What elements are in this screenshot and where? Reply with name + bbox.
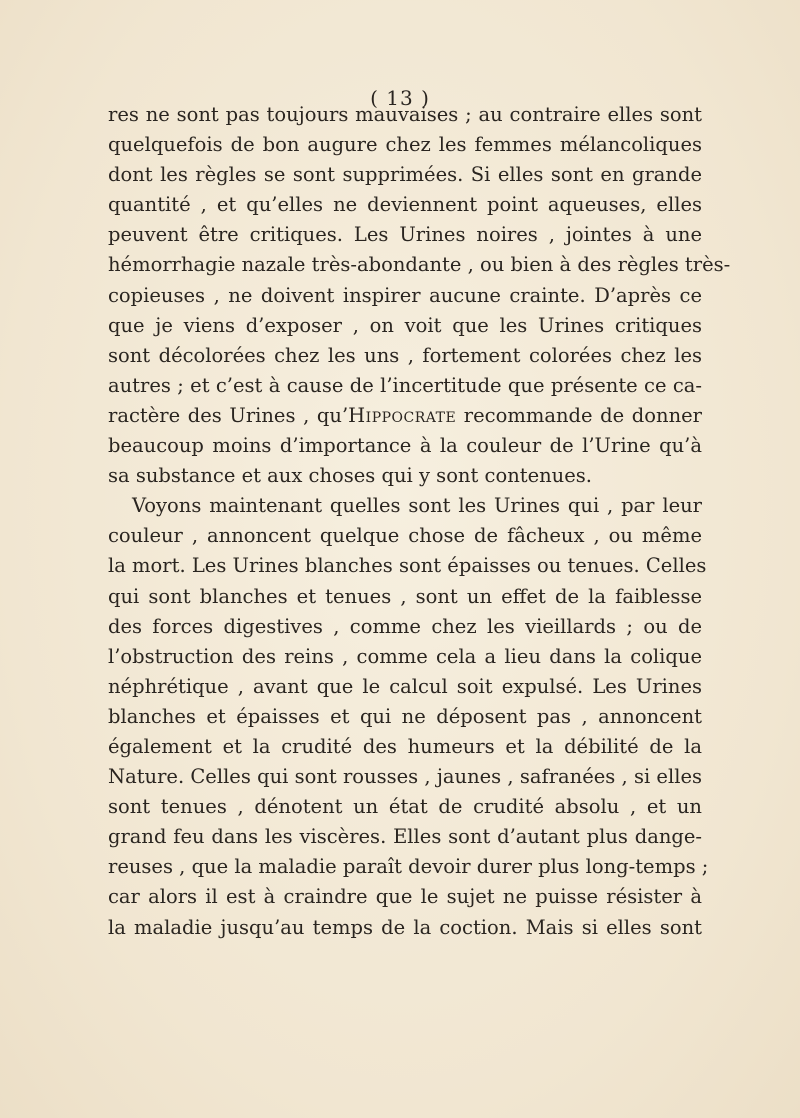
text-line: sont décolorées chez les uns , fortement colorées chez les [108,343,702,367]
text-line: Voyons maintenant quelles sont les Urines qui , par leur [132,494,702,518]
text-line: autres ; et c’est à cause de l’incertitude que présente ce ca- [108,373,702,397]
text-line: des forces digestives , comme chez les vieillards ; ou de [108,614,702,638]
text-line: la mort. Les Urines blanches sont épaisses ou tenues. Celles [108,554,707,578]
text-line: blanches et épaisses et qui ne déposent pas , annoncent [108,704,702,728]
text-line: grand feu dans les viscères. Elles sont d’autant plus dange- [108,825,702,849]
text-line: néphrétique , avant que le calcul soit expulsé. Les Urines [108,674,702,698]
page-number: ( 13 ) [370,86,430,110]
text-line: Nature. Celles qui sont rousses , jaunes , safranées , si elles [108,765,702,789]
text-line: quantité , et qu’elles ne deviennent point aqueuses, elles [108,193,702,217]
text-line: qui sont blanches et tenues , sont un effet de la faiblesse [108,584,702,608]
text-line: reuses , que la maladie paraît devoir durer plus long-temps ; [108,855,709,879]
author-name: Hippocrate [348,403,457,427]
text-line: beaucoup moins d’importance à la couleur de l’Urine qu’à [108,434,702,458]
body-text [108,100,731,943]
text-line: l’obstruction des reins , comme cela a lieu dans la colique [108,644,702,668]
text-segment: ractère des Urines , qu’ [108,403,349,427]
text-line: sont tenues , dénotent un état de crudité absolu , et un [108,795,702,819]
text-line: couleur , annoncent quelque chose de fâcheux , ou même [108,524,702,548]
text-line: hémorrhagie nazale très-abondante , ou bien à des règles très- [108,253,731,277]
text-line: la maladie jusqu’au temps de la coction. Mais si elles sont [108,915,702,939]
text-segment: recommande de donner [456,403,702,427]
text-line: peuvent être critiques. Les Urines noires , jointes à une [108,223,702,247]
text-line: car alors il est à craindre que le sujet ne puisse résister à [108,885,702,909]
text-line: res ne sont pas toujours mauvaises ; au contraire elles sont [108,103,702,126]
text-line: sa substance et aux choses qui y sont contenues. [108,464,592,488]
text-line: dont les règles se sont supprimées. Si elles sont en grande [108,163,702,187]
text-line: copieuses , ne doivent inspirer aucune crainte. D’après ce [108,283,702,307]
text-line: que je viens d’exposer , on voit que les Urines critiques [108,313,702,337]
text-line [108,401,702,431]
text-line: quelquefois de bon augure chez les femmes mélancoliques [108,133,702,157]
text-line: également et la crudité des humeurs et la débilité de la [108,734,702,758]
